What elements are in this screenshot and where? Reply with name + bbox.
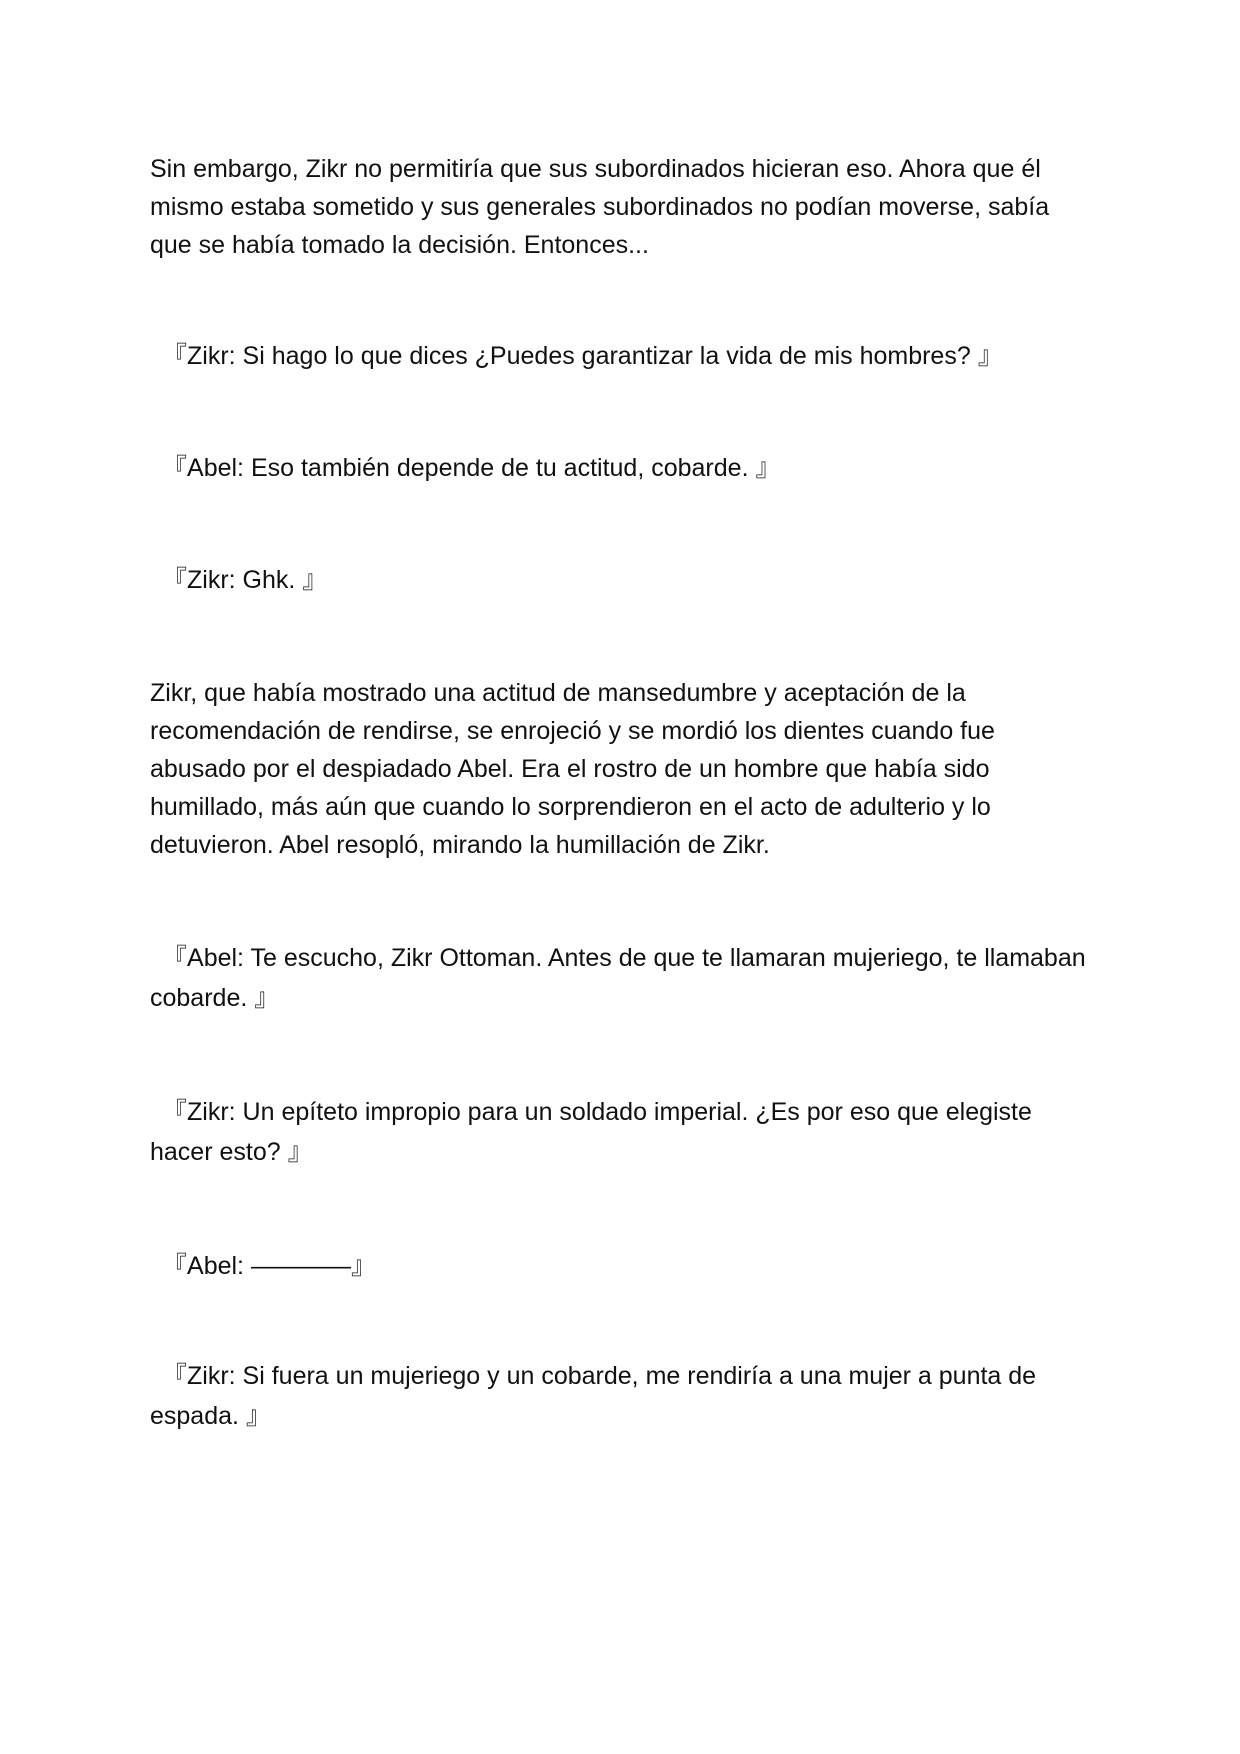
- dialogue-line: [150, 560, 1090, 600]
- open-quote-mark: 『: [162, 1252, 188, 1280]
- dialogue-line: [150, 1092, 1090, 1172]
- dialogue-text: Zikr: Si hago lo que dices ¿Puedes garantizar la vida de mis hombres?: [187, 342, 978, 370]
- dialogue-text: Zikr: Ghk.: [187, 566, 303, 594]
- close-quote-mark: 』: [254, 984, 280, 1012]
- dialogue-text: Zikr: Si fuera un mujeriego y un cobarde, me rendiría a una mujer a punta de espada.: [150, 1362, 1037, 1430]
- close-quote-mark: 』: [350, 1252, 376, 1280]
- dialogue-line: [150, 448, 1090, 488]
- dialogue-text: Abel: ————: [187, 1252, 351, 1280]
- dialogue-line: [150, 336, 1090, 376]
- open-quote-mark: 『: [162, 944, 188, 972]
- close-quote-mark: 』: [755, 454, 781, 482]
- paragraph-text: Sin embargo, Zikr no permitiría que sus subordinados hicieran eso. Ahora que él mismo estaba sometido y sus generales subordinados no podían moverse, sabía que se había tomado la decisión. Entonces...: [150, 155, 1050, 259]
- dialogue-text: Abel: Eso también depende de tu actitud, cobarde.: [187, 454, 756, 482]
- open-quote-mark: 『: [162, 342, 188, 370]
- close-quote-mark: 』: [302, 566, 328, 594]
- narration-paragraph: [150, 674, 1090, 864]
- dialogue-line: [150, 1356, 1090, 1436]
- close-quote-mark: 』: [245, 1402, 271, 1430]
- open-quote-mark: 『: [162, 1098, 188, 1126]
- narration-paragraph: [150, 150, 1090, 264]
- close-quote-mark: 』: [977, 342, 1003, 370]
- dialogue-line: [150, 1246, 1090, 1286]
- dialogue-text: Abel: Te escucho, Zikr Ottoman. Antes de que te llamaran mujeriego, te llamaban cobarde.: [150, 944, 1086, 1012]
- dialogue-text: Zikr: Un epíteto impropio para un soldado imperial. ¿Es por eso que elegiste hacer esto?: [150, 1098, 1032, 1166]
- dialogue-line: [150, 938, 1090, 1018]
- paragraph-text: Zikr, que había mostrado una actitud de mansedumbre y aceptación de la recomendación de rendirse, se enrojeció y se mordió los dientes cuando fue abusado por el despiadado Abel. Era el rostro de un hombre que había sido humillado, más aún que cuando lo sorprendieron en el acto de adulterio y lo detuvieron. Abel resopló, mirando la humillación de Zikr.: [150, 679, 995, 859]
- open-quote-mark: 『: [162, 1362, 188, 1390]
- close-quote-mark: 』: [287, 1138, 313, 1166]
- open-quote-mark: 『: [162, 566, 188, 594]
- open-quote-mark: 『: [162, 454, 188, 482]
